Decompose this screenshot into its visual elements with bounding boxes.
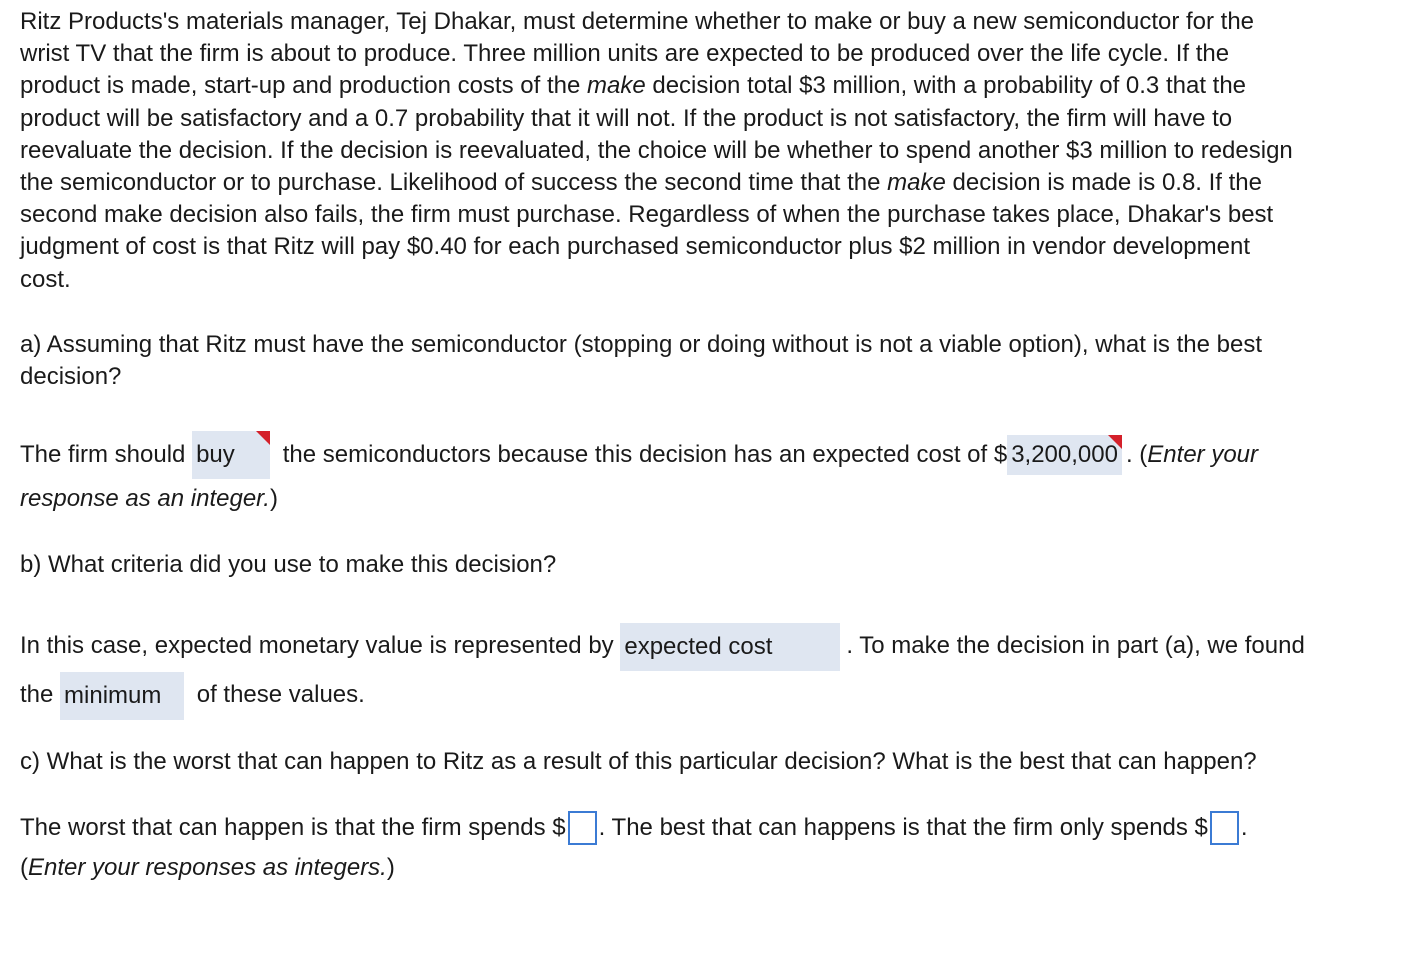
part-c-answer-sentence: The worst that can happen is that the firm spends $ . The best that can happens is that the firm only spends $ . (Enter your responses as integers.): [20, 808, 1398, 888]
expected-cost-input[interactable]: [1007, 435, 1122, 475]
part-b-question: b) What criteria did you use to make this decision?: [20, 551, 557, 579]
part-a-hint: Enter your: [1147, 440, 1259, 468]
problem-line: reevaluate the decision. If the decision is reevaluated, the choice will be whether to spend another $3 million to redesign: [20, 136, 1293, 164]
part-a-hint: response as an integer.: [20, 485, 270, 513]
criterion-dropdown-value: expected cost: [624, 632, 773, 660]
part-a-prefix: The firm should: [20, 440, 186, 468]
best-case-input[interactable]: [1210, 811, 1239, 845]
incorrect-flag-icon: [256, 431, 270, 445]
problem-line: Ritz Products's materials manager, Tej Dhakar, must determine whether to make or buy a new semiconductor for the: [20, 8, 1255, 35]
problem-line: judgment of cost is that Ritz will pay $0.40 for each purchased semiconductor plus $2 million in vendor development: [20, 233, 1250, 261]
decision-dropdown[interactable]: [192, 431, 270, 479]
problem-line: the semiconductor or to purchase. Likelihood of success the second time that the make decision is made is 0.8. If the: [20, 169, 1263, 197]
expected-cost-value: 3,200,000: [1011, 441, 1118, 469]
criterion-dropdown[interactable]: [620, 623, 840, 671]
problem-line: product is made, start-up and production costs of the make decision total $3 million, with a probability of 0.3 that the: [20, 72, 1247, 100]
part-a-question: a) Assuming that Ritz must have the semiconductor (stopping or doing without is not a viable option), what is the best decision?: [20, 330, 1262, 391]
problem-statement: [20, 6, 1398, 296]
problem-line: cost.: [20, 265, 71, 293]
extreme-dropdown[interactable]: [60, 672, 184, 720]
extreme-dropdown-value: minimum: [64, 681, 162, 709]
part-a-answer-sentence: The firm should buy the semiconductors because this decision has an expected cost of $ 3,200,000 . (Enter your response as an integer.): [20, 431, 1398, 519]
part-a-middle: the semiconductors because this decision has an expected cost of $: [282, 440, 1008, 468]
problem-line: second make decision also fails, the firm must purchase. Regardless of when the purchase takes place, Dhakar's best: [20, 201, 1274, 229]
worst-case-input[interactable]: [568, 811, 597, 845]
problem-line: wrist TV that the firm is about to produce. Three million units are expected to be produced over the life cycle. If the: [20, 40, 1230, 68]
part-b-answer-sentence: In this case, expected monetary value is represented by expected cost . To make the decision in part (a), we found the minimum of these values.: [20, 622, 1398, 719]
decision-dropdown-value: buy: [196, 441, 235, 469]
part-c-hint: Enter your responses as integers.: [28, 853, 387, 881]
incorrect-flag-icon: [1108, 435, 1122, 449]
part-c-question: c) What is the worst that can happen to Ritz as a result of this particular decision? What is the best that can happen?: [20, 747, 1257, 775]
problem-line: product will be satisfactory and a 0.7 probability that it will not. If the product is not satisfactory, the firm will have to: [20, 104, 1233, 132]
